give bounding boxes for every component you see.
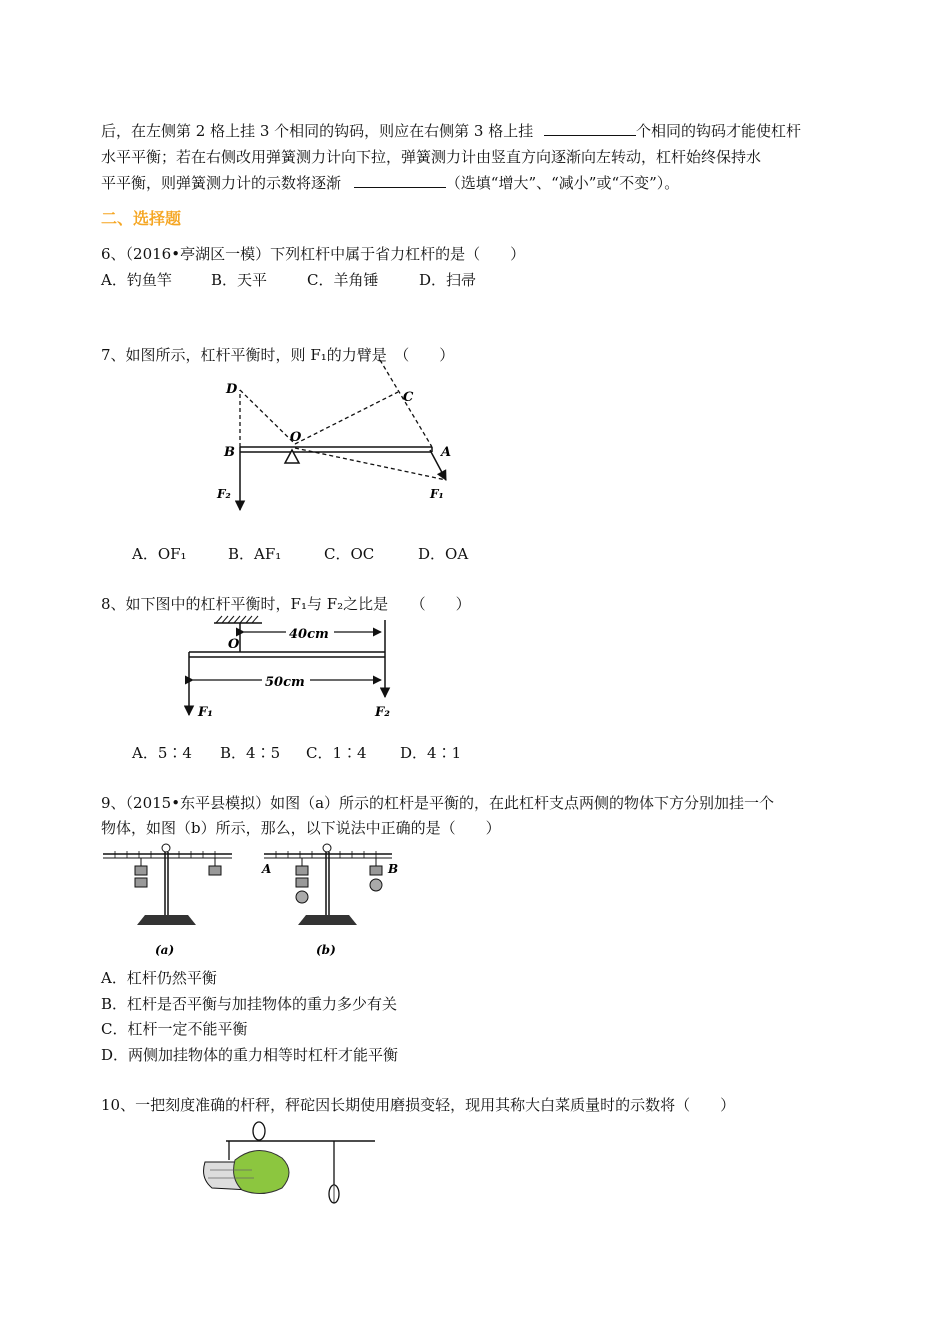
q7-label-d: D: [226, 382, 238, 397]
q7-label-c: C: [403, 390, 414, 405]
q8-label-40cm: 40cm: [289, 627, 329, 642]
q9-option-c[interactable]: C．杠杆一定不能平衡: [101, 1020, 248, 1038]
q6-stem: 6、（2016•亭湖区一模）下列杠杆中属于省力杠杆的是（ ）: [101, 245, 526, 263]
q10-handle-icon: [253, 1122, 265, 1140]
q9-option-b[interactable]: B．杠杆是否平衡与加挂物体的重力多少有关: [101, 995, 398, 1013]
q8-option-c[interactable]: C．1∶4: [306, 744, 367, 762]
q8-stem: 8、如下图中的杠杆平衡时，F₁与 F₂之比是 （ ）: [101, 595, 471, 613]
q7-option-d[interactable]: D．OA: [418, 545, 469, 563]
q9-option-d[interactable]: D．两侧加挂物体的重力相等时杠杆才能平衡: [101, 1046, 399, 1064]
q7-option-b[interactable]: B．AF₁: [228, 545, 282, 563]
q7-label-o: O: [290, 430, 302, 445]
q8-label-o: O: [228, 637, 240, 652]
q9-stem-line1: 9、（2015•东平县模拟）如图（a）所示的杠杆是平衡的，在此杠杆支点两侧的物体下方分别加挂一个: [101, 794, 775, 812]
q7-option-a[interactable]: A．OF₁: [132, 545, 187, 563]
q9-label-b: (b): [316, 943, 336, 957]
continuation-text: 平平衡，则弹簧测力计的示数将逐渐: [101, 174, 342, 192]
q9-label-point-a: A: [262, 862, 272, 876]
q7-label-f1: F₁: [430, 487, 444, 501]
continuation-text: 个相同的钩码才能使杠杆: [636, 122, 802, 140]
q6-option-b[interactable]: B．天平: [211, 271, 268, 289]
q8-option-b[interactable]: B．4∶5: [220, 744, 281, 762]
q7-option-c[interactable]: C．OC: [324, 545, 375, 563]
continuation-text: （选填“增大”、“减小”或“不变”）。: [445, 174, 680, 192]
q7-label-a: A: [441, 445, 452, 460]
q8-option-a[interactable]: A．5∶4: [132, 744, 192, 762]
q8-option-d[interactable]: D．4∶1: [400, 744, 462, 762]
q9-label-a: (a): [155, 943, 175, 957]
q6-option-a[interactable]: A．钓鱼竿: [101, 271, 172, 289]
q9-option-a[interactable]: A．杠杆仍然平衡: [101, 969, 217, 987]
q7-label-b: B: [224, 445, 235, 460]
q7-label-f2: F₂: [217, 487, 231, 501]
q8-label-f2: F₂: [375, 705, 390, 720]
q6-option-d[interactable]: D．扫帚: [419, 271, 477, 289]
q6-option-c[interactable]: C．羊角锤: [307, 271, 379, 289]
q10-cabbage-leaf-icon: [234, 1150, 289, 1193]
q8-label-f1: F₁: [198, 705, 213, 720]
q9-stem-line2: 物体，如图（b）所示，那么，以下说法中正确的是（ ）: [101, 819, 501, 837]
q7-stem: 7、如图所示，杠杆平衡时，则 F₁的力臂是 （ ）: [101, 346, 455, 364]
section-title: 二、选择题: [101, 209, 182, 228]
continuation-text: 后，在左侧第 2 格上挂 3 个相同的钩码，则应在右侧第 3 格上挂: [101, 122, 534, 140]
q8-label-50cm: 50cm: [265, 675, 305, 690]
continuation-line-2: 水平平衡；若在右侧改用弹簧测力计向下拉，弹簧测力计由竖直方向逐渐向左转动，杠杆始终保持水: [101, 148, 762, 166]
q9-label-point-b: B: [388, 862, 399, 876]
q10-stem: 10、一把刻度准确的杆秤，秤砣因长期使用磨损变轻，现用其称大白菜质量时的示数将（ ）: [101, 1096, 736, 1114]
